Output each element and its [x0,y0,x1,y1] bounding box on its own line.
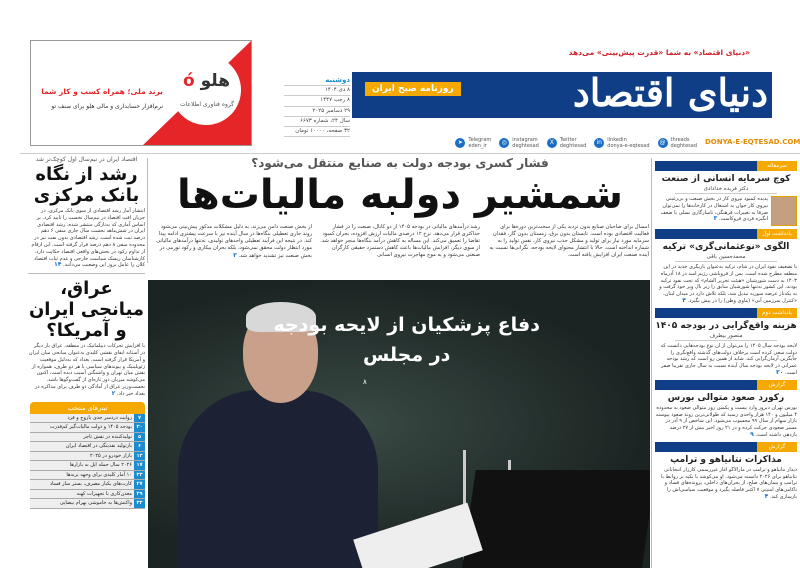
article-body [655,196,797,226]
social-handle: deghtesad [559,143,587,149]
selected-headline-item[interactable] [30,480,145,490]
article-body [28,208,145,269]
headline-text: بودجه ۱۴۰۵ و دولت مالیات‌گیر کم‌قدرت [49,424,132,431]
ad-line-1: برند ملی؛ همراه کسب و کار شما [41,87,163,96]
tagline: روزنامه صبح ایران [365,82,461,96]
headline-text: بازتولید نقدینگی در اقتصاد ایران [65,443,132,450]
page-ref[interactable]: ۳ [713,215,718,223]
social-name: Telegram [468,137,492,143]
social-name: Twitter [559,137,577,143]
selected-headline-item[interactable] [30,442,145,452]
photo-page-ref[interactable]: ۸ [363,378,367,386]
lead-paragraph-1: امسال برای صاحبان صنایع بدون تردید یکی از سخت‌ترین دوره‌ها برای فعالیت اقتصادی بوده است. تابستان بدون برق، زمستان بدون گاز، فقدان سرمایه مورد نیاز برای تولید و مشکل جذب نیروی کار، نفس تولید را به شماره انداخته است. حالا با انتشار محتوای لایحه بودجه، نگرانی‌ها نسبت به آینده صنعت ایران افزایش یافته است. [489,224,649,258]
right-column [655,158,797,501]
headline-text: ۱۰ آمار کلیدی برای وجهه برندها [66,471,132,478]
headline-text: تولیدکننده در نقش تاجر [83,433,132,440]
page-number: ۱۷ [134,461,145,470]
advertisement[interactable] [30,40,252,146]
page-number: ۱۳ [134,452,145,461]
page-number: ۵ [134,433,145,442]
twitter-icon: X [547,138,557,148]
lectern-monitor [460,470,650,568]
instagram-icon: ◎ [499,138,509,148]
article-text: لایحه بودجه سال ۱۴۰۵ را می‌توان از آن نوع بودجه‌هایی دانست که دولت سعی کرده است برخلاف دولت‌های گذشته واقع‌نگری را جایگزین آرمان‌گرایی کند. شاید از همین رو است که رشد بودجه عمرانی در لایحه بودجه سال آینده نسبت به سال جاری تقریبا صفر است. [660,342,797,376]
photo-caption [273,310,540,370]
section-label: یادداشت اول [757,229,797,239]
selected-headline-item[interactable] [30,499,145,509]
price: ۳۲ صفحه، ۱۰۰۰۰ تومان [284,127,350,137]
lead-text: از بخش صنعت دامن می‌زند. به دلیل مشکلات مذکور پیش‌بینی می‌شود روند جاری تعطیلی بنگاه‌ها در سال آینده نیز با سرعت بیشتری ادامه پیدا کند. در نتیجه این فرآیند تعطیلی واحدهای تولیدی، نه‌تنها درآمدهای مالیاتی مورد انتظار دولت محقق نمی‌شود، بلکه بحران بیکاری و رکود تورمی در بخش صنعت نیز تشدید خواهد شد. [156,224,312,259]
section-bar [655,161,757,171]
caption-line-2: در مجلس [363,344,451,366]
page-number: ۷ [134,414,145,423]
section-header [655,380,797,390]
page-ref[interactable]: ۱۴ [54,261,62,269]
lunar-date: ۸ رجب ۱۴۴۷ [284,96,350,106]
article-title[interactable]: رکورد صعود متوالی بورس [667,392,785,403]
social-instagram[interactable] [499,136,538,150]
author-portrait [771,196,797,226]
divider [147,158,148,263]
section-bar [655,380,757,390]
social-name: instagram [512,137,538,143]
divider [20,153,800,154]
page-ref[interactable]: ۲ [111,389,116,397]
headline-text: روایت دردسر جدی بازوج و فرد [67,414,132,421]
selected-headline-item[interactable] [30,471,145,481]
telegram-icon: ➤ [455,138,465,148]
article-text: با تضعیف نفوذ ایران در شام، ترکیه به‌عنوان بازیگری جدید در این منطقه مطرح شده است. پس از فروپاشی رژیم اسد در ۱۸ آذرماه ۱۴۰۳ به دست شورشیان «هیئت تحریر الشام» که تحت نفوذ ترکیه بودند، این کشور نه‌تنها شورشیان سابق را زیر بال‌ وپر خود گرفت و به یکه‌تاز عرصه سوریه تبدیل شد، بلکه تلاش دارد در میدان لبنان، «کنترل سرزمین آبی» (ماوی وطن) را در پیش بگیرد. [659,264,797,304]
section-label: گزارش [757,442,797,452]
selected-headline-item[interactable] [30,490,145,500]
article-body [655,343,797,377]
article-title[interactable]: مذاکرات نتانیاهو و ترامپ [670,454,782,465]
article-title[interactable]: عراق، میانجی ایران و آمریکا؟ [28,278,145,342]
article-body [655,264,797,305]
section-bar [655,229,757,239]
main-headline[interactable]: شمشیر دولبه مالیات‌ها [176,172,623,218]
divider [651,158,652,568]
section-header [655,442,797,452]
page-number: ۲۷ [134,480,145,489]
section-label: یادداشت دوم [757,308,797,318]
page-ref[interactable]: ۳۰ [776,368,784,376]
page-number: ۳۲ [134,499,145,508]
selected-headline-item[interactable] [30,452,145,462]
page-ref[interactable]: ۹ [750,430,754,438]
article-text: بورس تهران دیروز وارد بیست و یکمین روز متوالی صعود به محدوده ۴ میلیون و ۱۴۰ هزار واحدی رسید که طولانی‌ترین روند صعود پیوسته بازار سهام از سال ۹۹ محسوب می‌شود. این شاخص از ۹ آذر در مسیر صعودی حرکت کرده و در ۲۱ روز اخیر بیش از ۲۷ درصد بازدهی داشته است. [655,404,797,438]
slogan: «دنیای اقتصاد» به شما «قدرت پیش‌بینی» می‌دهد [568,48,750,57]
newspaper-logo: دنیای اقتصاد [572,70,768,115]
article-title[interactable]: هزینه واقع‌گرایی در بودجه ۱۴۰۵ [655,320,797,331]
ad-brand: هلو [200,71,230,91]
article-text: دیدار نتانیاهو و ترامپ در مارالاگو آغاز غیررسمی کارزار انتخاباتی نتانیاهو برای ۲۰۲۶ دانسته می‌شود. او می‌کوشد با تکیه بر روابط با ترامپ و پیمان‌های صلح، از بحران‌های داخلی، پرونده‌های فساد و ناکامی‌های امنیتی ۷ اکتبر فاصله بگیرد و موقعیت سیاسی‌اش را بازسازی کند. [661,466,797,500]
page-ref[interactable]: ۳ [233,252,237,259]
page-number: ۲۳ [134,471,145,480]
selected-headline-item[interactable] [30,423,145,433]
headline-text: معدن‌کاری با تجهیزات کهنه [76,490,132,497]
page-ref[interactable]: ۴ [764,492,769,500]
selected-headlines-title: تیترهای منتخب [30,402,145,414]
article-title[interactable]: رشد از نگاه بانک مرکزی [33,164,140,206]
social-handle: deghtesad [512,143,539,149]
social-links [385,136,697,150]
section-header [655,229,797,239]
section-bar [655,442,757,452]
main-kicker: فشار کسری بودجه دولت به صنایع منتقل می‌شود؟ [251,156,549,170]
gregorian-date: ۲۹ دسامبر ۲۰۲۵ [284,107,350,117]
article-author: محمدحسین باقی [675,254,777,262]
page-number: ۲۹ [134,490,145,499]
article-text: با افزایش تحرکات دیپلماتیک در منطقه، عراق بار دیگر در آستانه ایفای نقشی کلیدی به‌عنوان میانجی میان ایران و آمریکا قرار گرفته است. بغداد که به‌دلیل موقعیت ژئوپلیتیک و پیوندهای سیاسی با هر دو طرف، همواره از نقش میان تهران و واشنگتن آسیب دیده است، اکنون می‌کوشد میزبان دور تازه‌ای از گفت‌وگوها باشد. نخست‌وزیر عراق از آمادگی دو طرف برای مذاکره در بغداد خبر داد. [28,343,145,397]
website-url[interactable]: DONYA-E-EQTESAD.COM [705,138,800,146]
social-telegram[interactable] [455,136,491,150]
article-text: پدیده کمبود نیروی کار در بخش صنعت و بی‌رغبتی نیروی کار جوان به اشتغال در کارخانه‌ها را نمی‌توان صرفا به تغییرات فرهنگی، ناسازگاری نسلی یا ضعف انگیزه فردی فروکاست. [660,196,768,223]
article-author: دکتر فریده خدادادی [675,186,777,194]
social-handle: deghtesad [670,143,697,149]
article-body [655,405,797,439]
social-threads[interactable] [658,136,697,150]
main-photo[interactable] [148,280,650,568]
selected-headline-item[interactable] [30,414,145,424]
selected-headline-item[interactable] [30,433,145,443]
article-title[interactable]: الگوی «نوعثمانی‌گری» ترکیه [662,242,790,252]
selected-headlines [30,402,145,509]
weekday: دوشنبه [284,76,350,86]
headline-text: واکنش‌ها به خاموشی بهرام بیضایی [59,500,132,507]
article-author: منصور بیطرف [675,333,777,341]
caption-line-1: دفاع پزشکیان از لایحه بودجه [273,314,540,336]
left-column [28,156,145,509]
section-label: سرمقاله [757,161,797,171]
section-label: گزارش [757,380,797,390]
section-header [655,308,797,318]
page-ref[interactable]: ۴ [682,296,686,304]
photo-subject-body [178,390,378,568]
article-text: انتشار آمار رشد اقتصادی از سوی بانک مرکزی، در جریان افت اقتصاد در نیم‌سال نخست را تایید کرد. بر اساس آماری که به‌تازگی منتشر شده، رشد اقتصادی ایران در شش‌ماهه نخست سال جاری منفی ۶ دهم درصد ثبت شده است. رشد اقتصادی بدون نفت نیز در محدوده منفی ۸ دهم درصد قرار گرفته است. این ارقام از تداوم رکود در بخش‌های واقعی اقتصاد حکایت دارد. کارشناسان ریسک سیاست خارجی و عدم ثبات اقتصاد کلان را عامل بروز این وضعیت می‌دانند. [31,208,145,269]
linkedin-icon: in [594,138,604,148]
social-linkedin[interactable] [594,136,649,150]
divider [28,273,145,274]
headline-text: کارت‌های یکبار مصرف، بستر ساز فساد [49,481,132,488]
page-number: ۶ [134,442,145,451]
social-twitter[interactable] [547,136,586,150]
ad-line-2: نرم‌افزار حسابداری و مالی هلو برای صنف تو [51,103,163,110]
lead-paragraph-3 [150,224,312,260]
article-body [28,343,145,397]
article-kicker: اقتصاد ایران در نیم‌سال اول کوچک‌تر شد [35,156,138,163]
article-body [655,467,797,501]
issue-info [284,76,350,137]
social-name: linkedin [607,137,627,143]
section-bar [655,308,757,318]
lead-paragraph-2: رشد درآمدهای مالیاتی در بودجه ۱۴۰۵ از دو کانال، صنعت را در فشار حداکثری قرار می‌دهد. نرخ ۱۲ درصدی مالیات ارزش افزوده، بحران کمبود تقاضا را تعمیق می‌کند. این مساله به کاهش درآمد بنگاه‌ها منجر خواهد شد. از سوی دیگر، افزایش مالیات‌ها باعث کاهش دستمزد حقیقی کارگران صنعتی می‌شود و به موج مهاجرت نیروی انسانی [320,224,480,258]
social-handle: eden_ir [468,143,487,149]
page-number: ۳۰ [134,423,145,432]
ad-group: گروه فناوری اطلاعات [179,101,235,108]
solar-date: ۸ دی ۱۴۰۴ [284,86,350,96]
social-name: threads [670,137,690,143]
social-handle: donya-e-eqtesad [607,143,650,149]
ad-brand-logo: ó هلو [183,71,230,91]
headline-text: ۲۰۲۶ سال حمله ایل به بازارها [69,462,132,469]
section-header [655,161,797,171]
threads-icon: @ [659,139,666,146]
headline-text: بازار خودرو در ۲۰۲۵ [89,452,132,459]
selected-headline-item[interactable] [30,461,145,471]
article-title[interactable]: کوچ سرمایه انسانی از صنعت [661,174,791,184]
issue-number: سال ۲۴، شماره ۶۶۷۳ [284,117,350,127]
